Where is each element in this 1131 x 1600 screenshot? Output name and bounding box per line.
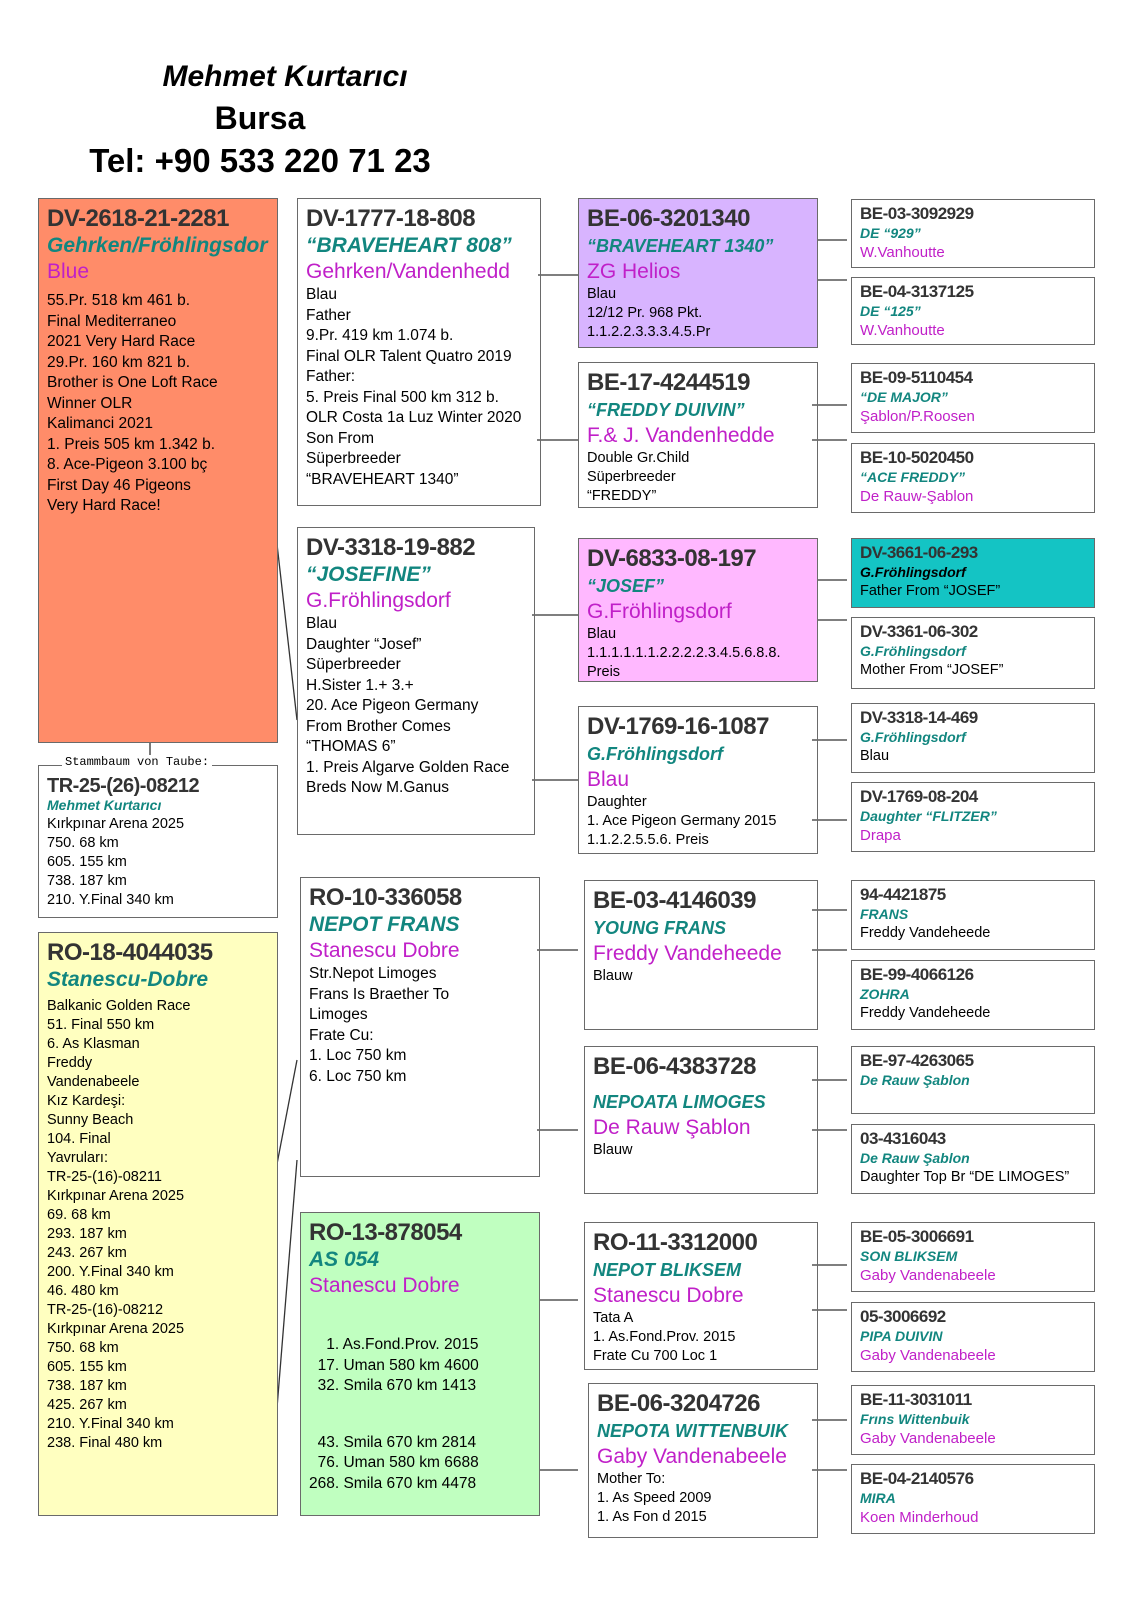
sire-notes: 55.Pr. 518 km 461 b. Final Mediterraneo 2021 Very Hard Race 29.Pr. 160 km 821 b. Brother is One Loft Race Winner OLR Kalimanci 2021 1. Preis 505 km 1.342 b. 8. Ace-Pigeon 3.100 bç First Day 46 Pigeons Very Hard Race! — [47, 292, 218, 514]
pigeon-name: NEPOATA LIMOGES — [593, 1092, 766, 1112]
ring-number: 94-4421875 — [860, 885, 946, 904]
ring-number: BE-99-4066126 — [860, 965, 974, 984]
dam-ring: RO-18-4044035 — [47, 939, 213, 966]
pigeon-name: NEPOT BLIKSEM — [593, 1260, 742, 1280]
gen4-card-5[interactable] — [851, 538, 1095, 608]
subject-results: Kırkpınar Arena 2025 750. 68 km 605. 155 km 738. 187 km 210. Y.Final 340 km — [47, 816, 185, 908]
dam-notes: Balkanic Golden Race 51. Final 550 km 6. As Klasman Freddy Vandenabeele Kız Kardeşi: Sunny Beach 104. Final Yavruları: TR-25-(16)-08211 Kırkpınar Arena 2025 69. 68 km 293. 187 km 243. 267 km 200. Y.Final 340 km 46. 480 km TR-25-(16)-08212 Kırkpınar Arena 2025 750. 68 km 605. 155 km 738. 187 km 425. 267 km 210. Y.Final 340 km 238. Final 480 km — [47, 998, 191, 1451]
pigeon-name: “JOSEF” — [587, 576, 665, 596]
notes: Blau 12/12 Pr. 968 Pkt. 1.1.2.2.3.3.3.4.5.Pr — [587, 286, 711, 340]
gen4-card-13[interactable] — [851, 1222, 1095, 1292]
sire-card[interactable] — [38, 198, 278, 743]
pigeon-name: FRANS — [860, 906, 909, 922]
subject-ring: TR-25-(26)-08212 — [47, 775, 200, 797]
breeder-phone: Tel: +90 533 220 71 23 — [89, 142, 431, 179]
pedigree-legend: Stammbaum von Taube: — [62, 755, 212, 769]
notes: Blauw — [593, 1142, 633, 1158]
ring-number: RO-13-878054 — [309, 1219, 462, 1246]
pigeon-name: “BRAVEHEART 808” — [306, 234, 512, 257]
gen3-card-braveheart1340[interactable] — [578, 198, 818, 348]
gen2-card-josefine[interactable] — [297, 527, 535, 835]
ring-number: DV-3318-14-469 — [860, 708, 978, 727]
pigeon-name: “JOSEFINE” — [306, 563, 431, 586]
ring-number: BE-10-5020450 — [860, 448, 974, 467]
notes: Blau Daughter “Josef” Süperbreeder H.Sister 1.+ 3.+ 20. Ace Pigeon Germany From Brother Comes “THOMAS 6” 1. Preis Algarve Golden Race Breds Now M.Ganus — [306, 615, 510, 796]
ring-number: BE-04-3137125 — [860, 282, 974, 301]
gen4-card-8[interactable] — [851, 782, 1095, 852]
pigeon-name: Frıns Wittenbuik — [860, 1411, 970, 1427]
breeder: Freddy Vandeheede — [593, 942, 782, 965]
pigeon-name: NEPOT FRANS — [309, 913, 460, 936]
notes: Daughter Top Br “DE LIMOGES” — [860, 1169, 1070, 1185]
pigeon-name: G.Fröhlingsdorf — [860, 564, 966, 580]
breeder: G.Fröhlingsdorf — [587, 600, 732, 623]
notes: Daughter 1. Ace Pigeon Germany 2015 1.1.2.2.5.5.6. Preis — [587, 794, 777, 848]
pigeon-name: Daughter “FLITZER” — [860, 808, 997, 824]
gen4-card-9[interactable] — [851, 880, 1095, 950]
ring-number: 05-3006692 — [860, 1307, 946, 1326]
notes: Blau 1.1.1.1.1.1.2.2.2.2.3.4.5.6.8.8. Preis — [587, 626, 781, 680]
breeder: ZG Helios — [587, 260, 681, 283]
sire-ring: DV-2618-21-2281 — [47, 205, 229, 232]
breeder: Drapa — [860, 827, 901, 844]
gen3-card-freddy-duivin[interactable] — [578, 362, 818, 508]
notes: Mother To: 1. As Speed 2009 1. As Fon d 2015 — [597, 1471, 712, 1525]
pigeon-name: MIRA — [860, 1490, 896, 1506]
gen4-card-11[interactable] — [851, 1046, 1095, 1114]
breeder: De Rauw-Şablon — [860, 488, 974, 505]
pigeon-name: DE “125” — [860, 303, 921, 319]
ring-number: DV-1769-16-1087 — [587, 713, 769, 740]
pigeon-name: G.Fröhlingsdorf — [860, 729, 966, 745]
sire-name: Gehrken/Fröhlingsdor — [47, 234, 268, 257]
pigeon-name: De Rauw Şablon — [860, 1150, 970, 1166]
ring-number: BE-06-3204726 — [597, 1390, 760, 1417]
pigeon-name: G.Fröhlingsdorf — [587, 744, 723, 764]
breeder: W.Vanhoutte — [860, 244, 945, 261]
pigeon-name: PIPA DUIVIN — [860, 1328, 943, 1344]
gen2-card-braveheart808[interactable] — [297, 198, 541, 506]
dam-card[interactable] — [38, 932, 278, 1516]
pigeon-name: SON BLIKSEM — [860, 1248, 958, 1264]
breeder: Gaby Vandenabeele — [860, 1347, 996, 1364]
breeder: Gaby Vandenabeele — [860, 1430, 996, 1447]
breeder-city: Bursa — [214, 100, 306, 136]
gen3-card-young-frans[interactable] — [584, 880, 818, 1030]
color: Blau — [587, 768, 630, 791]
gen4-card-4[interactable] — [851, 443, 1095, 513]
pigeon-name: “ACE FREDDY” — [860, 469, 966, 485]
pigeon-name: YOUNG FRANS — [593, 918, 727, 938]
pigeon-name: “BRAVEHEART 1340” — [587, 236, 774, 256]
gen3-card-nepoata-limoges[interactable] — [584, 1046, 818, 1194]
breeder: Gehrken/Vandenhedd — [306, 260, 510, 283]
dam-name: Stanescu-Dobre — [47, 968, 209, 991]
ring-number: DV-1777-18-808 — [306, 205, 476, 232]
ring-number: BE-03-3092929 — [860, 204, 974, 223]
breeder: F.& J. Vandenhedde — [587, 424, 775, 447]
subject-owner: Mehmet Kurtarıcı — [47, 797, 162, 813]
gen3-card-nepota-wittenbuik[interactable] — [588, 1383, 818, 1538]
ring-number: DV-3661-06-293 — [860, 543, 978, 562]
gen3-card-nepot-bliksem[interactable] — [584, 1222, 818, 1370]
notes: Mother From “JOSEF” — [860, 662, 1004, 678]
pigeon-name: AS 054 — [309, 1248, 380, 1271]
ring-number: BE-06-4383728 — [593, 1053, 756, 1080]
breeder: W.Vanhoutte — [860, 322, 945, 339]
notes: Freddy Vandeheede — [860, 1005, 991, 1021]
ring-number: BE-04-2140576 — [860, 1469, 974, 1488]
notes: Blau — [860, 748, 890, 764]
pigeon-name: De Rauw Şablon — [860, 1072, 970, 1088]
sire-color: Blue — [47, 260, 90, 283]
notes: Tata A 1. As.Fond.Prov. 2015 Frate Cu 700 Loc 1 — [593, 1310, 736, 1364]
breeder: Stanescu Dobre — [593, 1284, 744, 1307]
breeder: Gaby Vandenabeele — [860, 1267, 996, 1284]
gen4-card-7[interactable] — [851, 703, 1095, 773]
pigeon-name: NEPOTA WITTENBUIK — [597, 1421, 788, 1441]
notes: Double Gr.Child Süperbreeder “FREDDY” — [587, 450, 690, 504]
subject-card[interactable] — [38, 765, 278, 918]
gen4-card-15[interactable] — [851, 1385, 1095, 1455]
pigeon-name: ZOHRA — [860, 986, 910, 1002]
gen4-card-6[interactable] — [851, 617, 1095, 689]
notes: Blau Father 9.Pr. 419 km 1.074 b. Final OLR Talent Quatro 2019 Father: 5. Preis Final 500 km 312 b. OLR Costa 1a Luz Winter 2020 Son From Süperbreeder “BRAVEHEART 1340” — [306, 286, 522, 488]
gen4-card-14[interactable] — [851, 1302, 1095, 1372]
ring-number: BE-09-5110454 — [860, 368, 973, 387]
gen4-card-3[interactable] — [851, 363, 1095, 433]
gen4-card-10[interactable] — [851, 960, 1095, 1030]
ring-number: DV-1769-08-204 — [860, 787, 978, 806]
notes: Blauw — [593, 968, 633, 984]
ring-number: RO-11-3312000 — [593, 1229, 758, 1256]
breeder: Stanescu Dobre — [309, 1274, 460, 1297]
ring-number: BE-03-4146039 — [593, 887, 756, 914]
breeder: G.Fröhlingsdorf — [306, 589, 451, 612]
breeder: Koen Minderhoud — [860, 1509, 979, 1526]
gen2-card-as054[interactable] — [300, 1212, 540, 1516]
gen4-card-2[interactable] — [851, 277, 1095, 345]
gen4-card-12[interactable] — [851, 1124, 1095, 1194]
ring-number: BE-97-4263065 — [860, 1051, 974, 1070]
gen4-card-1[interactable] — [851, 199, 1095, 268]
breeder: Şablon/P.Roosen — [860, 408, 975, 425]
pigeon-name: “FREDDY DUIVIN” — [587, 400, 745, 420]
gen3-card-dv1769-16[interactable] — [578, 706, 818, 854]
ring-number: BE-17-4244519 — [587, 369, 750, 396]
gen4-card-16[interactable] — [851, 1464, 1095, 1534]
breeder: De Rauw Şablon — [593, 1116, 751, 1139]
ring-number: BE-11-3031011 — [860, 1390, 972, 1409]
breeder: Gaby Vandenabeele — [597, 1445, 787, 1468]
ring-number: DV-3318-19-882 — [306, 534, 476, 561]
notes: Father From “JOSEF” — [860, 583, 1001, 599]
pigeon-name: “DE MAJOR” — [860, 389, 948, 405]
ring-number: RO-10-336058 — [309, 884, 462, 911]
ring-number: DV-6833-08-197 — [587, 545, 757, 572]
ring-number: BE-06-3201340 — [587, 205, 750, 232]
breeder-name: Mehmet Kurtarıcı — [162, 60, 408, 93]
ring-number: BE-05-3006691 — [860, 1227, 974, 1246]
gen3-card-josef[interactable] — [578, 538, 818, 682]
pigeon-name: G.Fröhlingsdorf — [860, 643, 966, 659]
ring-number: 03-4316043 — [860, 1129, 946, 1148]
ring-number: DV-3361-06-302 — [860, 622, 978, 641]
breeder: Stanescu Dobre — [309, 939, 460, 962]
pigeon-name: DE “929” — [860, 225, 921, 241]
notes: 1. As.Fond.Prov. 2015 17. Uman 580 km 4600 32. Smila 670 km 1413 43. Smila 670 km 2814 76. Uman 580 km 6688 268. Smila 670 km 4478 — [309, 1336, 479, 1492]
gen2-card-nepot-frans[interactable] — [300, 877, 540, 1177]
notes: Str.Nepot Limoges Frans Is Braether To Limoges Frate Cu: 1. Loc 750 km 6. Loc 750 km — [309, 965, 450, 1085]
notes: Freddy Vandeheede — [860, 925, 991, 941]
